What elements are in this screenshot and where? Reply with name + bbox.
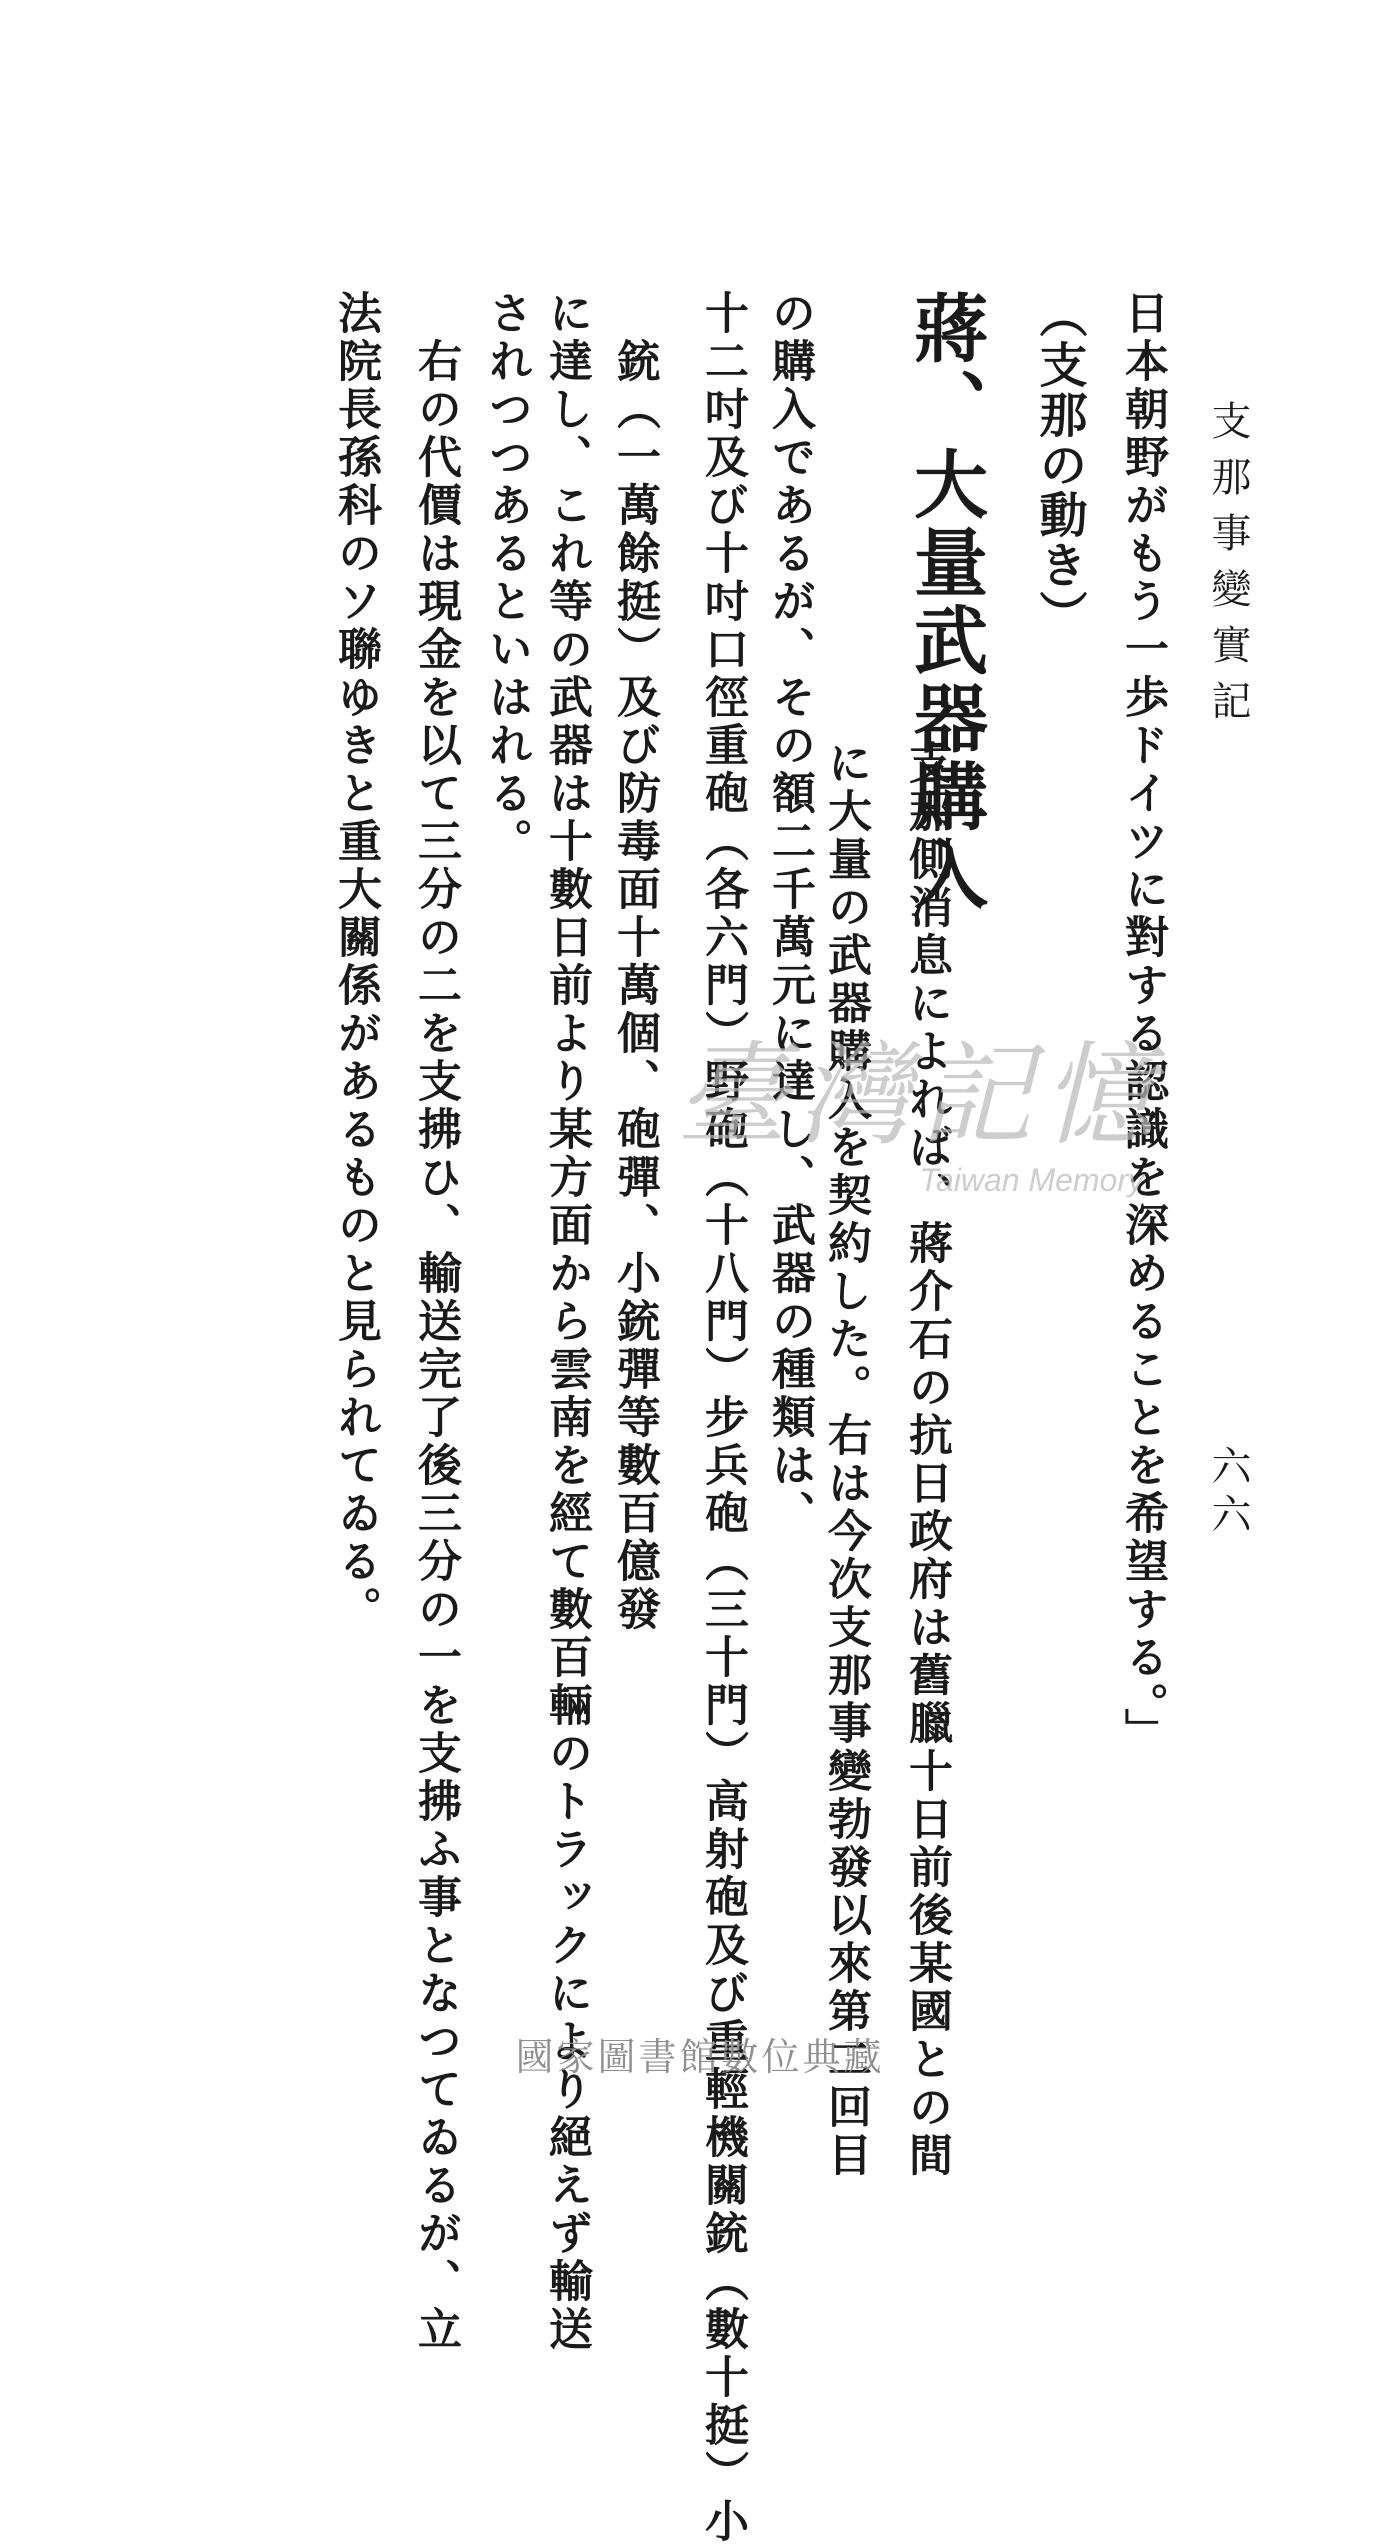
running-title: 支那事變實記 [1205, 400, 1251, 736]
text-line-8: 銃（一萬餘挺）及び防毒面十萬個、砲彈、小銃彈等數百億發 [609, 338, 660, 1634]
text-line-1: 日本朝野がもう一歩ドイツに對する認識を深めることを希望する。」 [1117, 290, 1168, 1756]
watermark-english-text: Taiwan Memory [919, 1162, 1144, 1198]
text-line-7: 十二吋及び十吋口徑重砲（各六門）野砲（十八門）步兵砲（三十門）高射砲及び重輕機關銃（數十挺）小 [697, 290, 748, 2546]
text-line-10: されつつあるといはれる。 [481, 290, 532, 866]
text-line-5: に大量の武器購入を契約した。右は今次支那事變勃發以來第二回目 [820, 740, 871, 2180]
section-heading: （支那の動き） [1031, 290, 1087, 640]
article-title: 蔣、大量武器購入 [902, 290, 988, 914]
text-line-4: 支那側消息によれば、蔣介石の抗日政府は舊臘十日前後某國との間 [901, 740, 952, 2180]
text-line-9: に達し、これ等の武器は十數日前より某方面から雲南を經て數百輛のトラックにより絕えず輸送 [541, 290, 592, 2354]
text-line-11: 右の代價は現金を以て三分の二を支拂ひ、輸送完了後三分の一を支拂ふ事となつてゐるが、立 [410, 338, 461, 2354]
text-line-12: 法院長孫科のソ聯ゆきと重大關係があるものと見られてゐる。 [330, 290, 381, 1634]
footer-credit: 國家圖書館數位典藏 [515, 2035, 885, 2079]
page-number: 六六 [1205, 1445, 1251, 1541]
watermark-cjk-text: 臺灣記憶 [676, 1031, 1164, 1161]
text-line-6: の購入であるが、その額二千萬元に達し、武器の種類は、 [764, 290, 815, 1538]
